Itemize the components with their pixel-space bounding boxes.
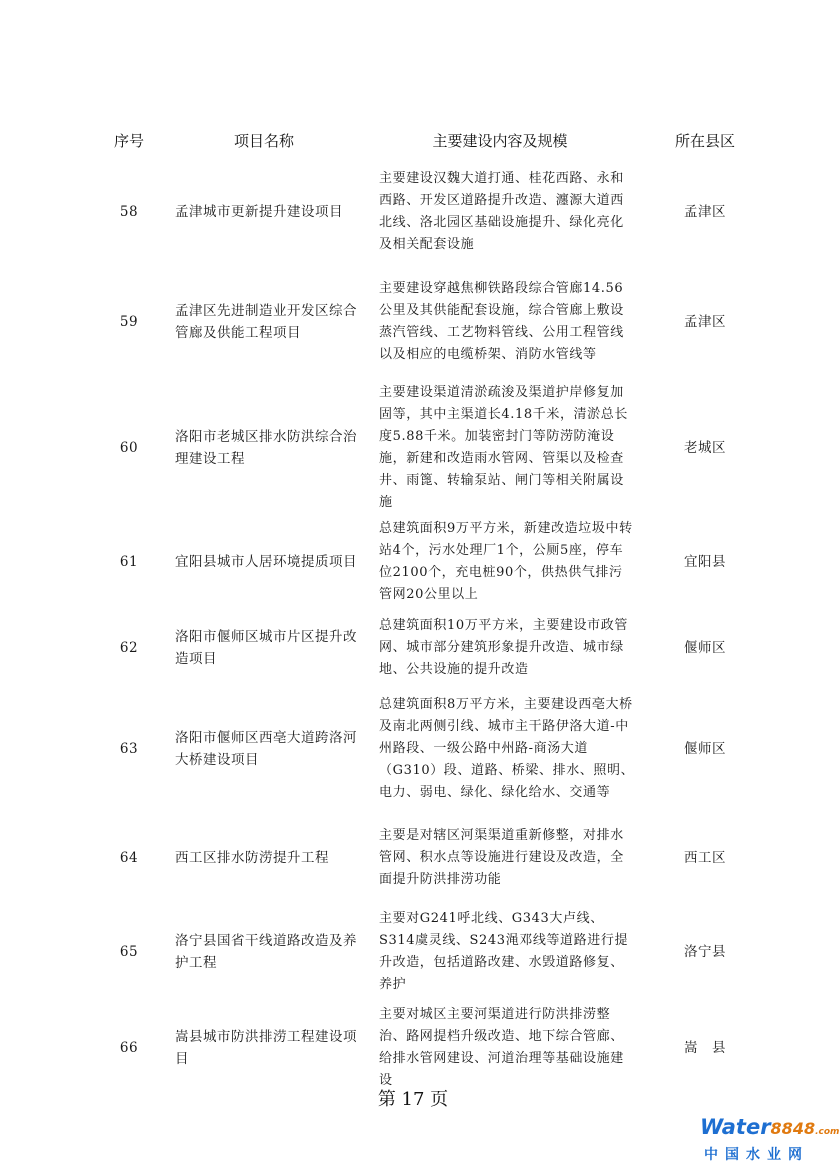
row-region: 偃师区 bbox=[684, 741, 726, 757]
row-no: 62 bbox=[119, 640, 139, 656]
row-region: 孟津区 bbox=[684, 314, 726, 330]
row-content: 主要建设穿越焦柳铁路段综合管廊14.56公里及其供能配套设施，综合管廊上敷设蒸汽管线、工艺物料管线、公用工程管线以及相应的电缆桥架、消防水管线等 bbox=[379, 281, 624, 362]
row-no: 65 bbox=[119, 944, 139, 960]
row-no: 59 bbox=[119, 314, 139, 330]
table-row bbox=[95, 688, 775, 810]
row-no: 64 bbox=[119, 850, 139, 866]
header-no: 序号 bbox=[113, 131, 144, 150]
row-name: 宜阳县城市人居环境提质项目 bbox=[175, 554, 357, 570]
row-content: 总建筑面积8万平方米，主要建设西亳大桥及南北两侧引线、城市主干路伊洛大道-中州路段、一级公路中州路-商汤大道（G310）段、道路、桥梁、排水、照明、电力、弱电、绿化、绿化给水、交通等 bbox=[379, 697, 635, 800]
row-name: 洛阳市偃师区西亳大道跨洛河大桥建设项目 bbox=[175, 730, 357, 768]
table-row bbox=[95, 1002, 775, 1094]
logo-cn-name: 中国水业网 bbox=[704, 1147, 809, 1163]
row-content: 主要是对辖区河渠渠道重新修整，对排水管网、积水点等设施进行建设及改造，全面提升防洪排涝功能 bbox=[379, 828, 624, 887]
row-no: 61 bbox=[119, 554, 139, 570]
row-region: 洛宁县 bbox=[684, 944, 726, 960]
table-row bbox=[95, 814, 775, 902]
row-region: 西工区 bbox=[684, 850, 726, 866]
table-row bbox=[95, 516, 775, 608]
row-region: 偃师区 bbox=[684, 640, 726, 656]
table-row bbox=[95, 264, 775, 380]
header-content: 主要建设内容及规模 bbox=[432, 131, 568, 150]
row-no: 63 bbox=[119, 741, 139, 757]
row-name: 洛阳市偃师区城市片区提升改造项目 bbox=[175, 629, 357, 667]
row-region: 老城区 bbox=[684, 440, 726, 456]
table-row bbox=[95, 612, 775, 684]
table-row bbox=[95, 384, 775, 512]
row-content: 总建筑面积9万平方米，新建改造垃圾中转站4个，污水处理厂1个，公厕5座，停车位2100个，充电桩90个，供热供气排污管网20公里以上 bbox=[379, 521, 633, 602]
row-name: 西工区排水防涝提升工程 bbox=[175, 850, 329, 866]
logo-domain: .com bbox=[815, 1127, 839, 1137]
logo-number: 8848 bbox=[770, 1119, 816, 1138]
row-content: 主要对城区主要河渠道进行防洪排涝整治、路网提档升级改造、地下综合管廊、给排水管网建设、河道治理等基础设施建设 bbox=[379, 1007, 624, 1088]
row-region: 嵩 县 bbox=[684, 1040, 726, 1056]
row-name: 洛宁县国省干线道路改造及养护工程 bbox=[175, 933, 357, 971]
row-no: 60 bbox=[119, 440, 139, 456]
project-table bbox=[95, 122, 775, 1094]
row-region: 宜阳县 bbox=[684, 554, 726, 570]
header-region: 所在县区 bbox=[674, 131, 735, 150]
row-no: 66 bbox=[119, 1040, 139, 1056]
table-row bbox=[95, 906, 775, 998]
row-region: 孟津区 bbox=[684, 204, 726, 220]
logo-wordmark bbox=[700, 1115, 839, 1144]
row-content: 主要建设渠道清淤疏浚及渠道护岸修复加固等，其中主渠道长4.18千米，清淤总长度5.88千米。加装密封门等防涝防淹设施，新建和改造雨水管网、管渠以及检查井、雨篦、转输泵站、闸门等相关附属设施 bbox=[379, 385, 628, 510]
table-header bbox=[95, 122, 775, 158]
row-name: 孟津城市更新提升建设项目 bbox=[175, 204, 343, 220]
row-content: 总建筑面积10万平方米，主要建设市政管网、城市部分建筑形象提升改造、城市绿地、公共设施的提升改造 bbox=[379, 618, 628, 677]
row-content: 主要对G241呼北线、G343大卢线、S314虞灵线、S243渑邓线等道路进行提升改造，包括道路改建、水毁道路修复、养护 bbox=[379, 911, 629, 992]
row-name: 洛阳市老城区排水防洪综合治理建设工程 bbox=[175, 429, 357, 467]
row-content: 主要建设汉魏大道打通、桂花西路、永和西路、开发区道路提升改造、瀍源大道西北线、洛北园区基础设施提升、绿化亮化及相关配套设施 bbox=[379, 171, 624, 252]
row-name: 孟津区先进制造业开发区综合管廊及供能工程项目 bbox=[175, 303, 357, 341]
table-row bbox=[95, 164, 775, 260]
logo-word: Water bbox=[700, 1115, 771, 1139]
site-logo[interactable] bbox=[700, 1115, 839, 1163]
header-name: 项目名称 bbox=[233, 131, 294, 150]
row-no: 58 bbox=[119, 204, 139, 220]
row-name: 嵩县城市防洪排涝工程建设项目 bbox=[175, 1029, 357, 1067]
page-number: 第 17 页 bbox=[377, 1089, 449, 1110]
